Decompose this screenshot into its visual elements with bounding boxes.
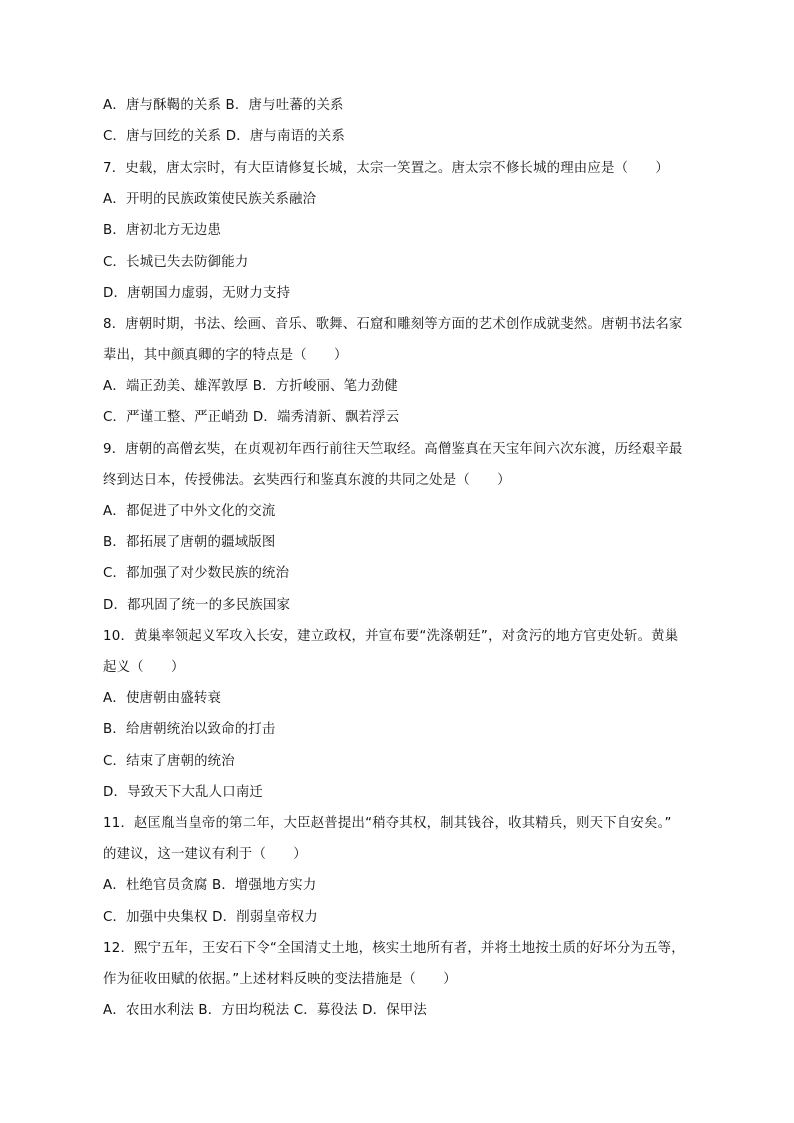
option-line: B．给唐朝统治以致命的打击 [103, 722, 276, 737]
question-8-stem: 辈出，其中颜真卿的字的特点是（ ） [103, 348, 348, 363]
option-line: C．严谨工整、严正峭劲 D．端秀清新、飘若浮云 [103, 410, 400, 425]
question-12-stem: 12．熙宁五年，王安石下令“全国清丈土地，核实土地所有者，并将土地按土质的好坏分为五等， [103, 941, 685, 956]
option-line: D．导致天下大乱人口南迁 [103, 785, 264, 800]
question-10-stem: 10．黄巢率领起义军攻入长安，建立政权，并宣布要“洗涤朝廷”，对贪污的地方官吏处斩。黄巢 [103, 629, 679, 644]
text-line: A．唐与酥鞨的关系 B．唐与吐蕃的关系 [103, 98, 344, 113]
question-11-stem: 11．赵匡胤当皇帝的第二年，大臣赵普提出“稍夺其权，制其钱谷，收其精兵，则天下自安矣。” [103, 816, 672, 831]
question-9-stem: 终到达日本，传授佛法。玄奘西行和鉴真东渡的共同之处是（ ） [103, 473, 511, 488]
option-line: A．使唐朝由盛转衰 [103, 691, 222, 706]
option-line: B．唐初北方无边患 [103, 223, 222, 238]
question-8-stem: 8．唐朝时期，书法、绘画、音乐、歌舞、石窟和雕刻等方面的艺术创作成就斐然。唐朝书法名家 [103, 317, 683, 332]
option-line: B．都拓展了唐朝的疆域版图 [103, 535, 276, 550]
option-line: A．都促进了中外文化的交流 [103, 504, 276, 519]
question-9-stem: 9．唐朝的高僧玄奘，在贞观初年西行前往天竺取经。高僧鉴真在天宝年间六次东渡，历经艰辛最 [103, 442, 683, 457]
question-12-stem: 作为征收田赋的依据。”上述材料反映的变法措施是（ ） [103, 972, 457, 987]
option-line: C．长城已失去防御能力 [103, 255, 249, 270]
question-10-stem: 起义（ ） [103, 660, 185, 675]
option-line: A．端正劲美、雄浑敦厚 B．方折峻丽、笔力劲健 [103, 379, 399, 394]
option-line: A．农田水利法 B．方田均税法 C．募役法 D．保甲法 [103, 1003, 427, 1018]
option-line: A．开明的民族政策使民族关系融洽 [103, 192, 317, 207]
option-line: C．加强中央集权 D．削弱皇帝权力 [103, 910, 318, 925]
option-line: D．都巩固了统一的多民族国家 [103, 598, 291, 613]
question-11-stem: 的建议，这一建议有利于（ ） [103, 847, 307, 862]
option-line: C．结束了唐朝的统治 [103, 754, 235, 769]
option-line: D．唐朝国力虚弱，无财力支持 [103, 286, 291, 301]
question-7-stem: 7．史载，唐太宗时，有大臣请修复长城，太宗一笑置之。唐太宗不修长城的理由应是（ ） [103, 161, 669, 176]
option-line: A．杜绝官员贪腐 B．增强地方实力 [103, 878, 317, 893]
option-line: C．都加强了对少数民族的统治 [103, 566, 290, 581]
text-line: C．唐与回纥的关系 D．唐与南语的关系 [103, 129, 345, 144]
